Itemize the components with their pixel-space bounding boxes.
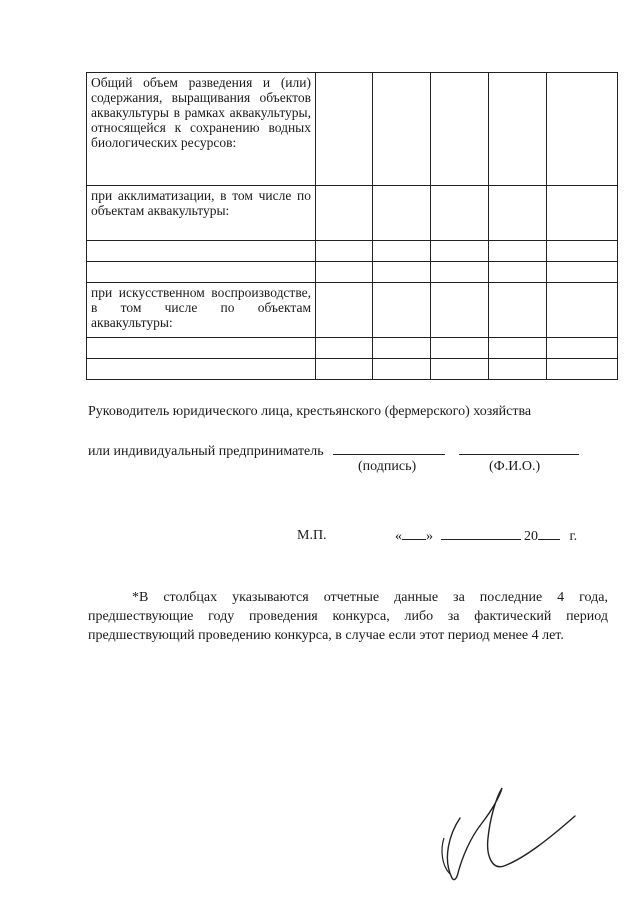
name-field-line bbox=[459, 442, 579, 455]
handwritten-signature bbox=[430, 778, 580, 892]
table-cell bbox=[316, 262, 373, 283]
row-label bbox=[87, 262, 316, 283]
table-cell bbox=[431, 241, 489, 262]
table-cell bbox=[431, 262, 489, 283]
date-field bbox=[395, 528, 577, 545]
stamp-place-label: М.П. bbox=[297, 528, 327, 543]
table-cell bbox=[373, 186, 431, 241]
entrepreneur-label: или индивидуальный предприниматель bbox=[88, 444, 324, 459]
year-prefix: 20 bbox=[524, 529, 538, 544]
footnote: *В столбцах указываются отчетные данные за последние 4 года, предшествующие году проведения конкурса, либо за фактический период предшествующий проведению конкурса, в случае если этот период менее 4 лет. bbox=[88, 590, 608, 643]
table-cell bbox=[431, 359, 489, 380]
table-cell bbox=[431, 283, 489, 338]
table-cell bbox=[373, 359, 431, 380]
table-cell bbox=[489, 338, 547, 359]
table-cell bbox=[489, 241, 547, 262]
table-cell bbox=[316, 73, 373, 186]
entrepreneur-line bbox=[88, 442, 579, 460]
month-field-line bbox=[441, 528, 521, 540]
table-cell bbox=[373, 283, 431, 338]
table-cell bbox=[316, 186, 373, 241]
head-title-line: Руководитель юридического лица, крестьянского (фермерского) хозяйства bbox=[88, 404, 532, 419]
table-row bbox=[87, 338, 618, 359]
row-label: при искусственном воспроизводстве, в том числе по объектам аквакультуры: bbox=[87, 283, 316, 338]
year-suffix: г. bbox=[569, 529, 578, 544]
table-cell bbox=[373, 262, 431, 283]
table-cell bbox=[316, 359, 373, 380]
signature-caption: (подпись) bbox=[358, 459, 417, 474]
row-label bbox=[87, 241, 316, 262]
name-caption: (Ф.И.О.) bbox=[489, 459, 541, 474]
table-row bbox=[87, 359, 618, 380]
row-label: Общий объем разведения и (или) содержания, выращивания объектов аквакультуры в рамках аквакультуры, относящейся к сохранению водных биологических ресурсов: bbox=[87, 73, 316, 186]
table-cell bbox=[431, 73, 489, 186]
table-cell bbox=[547, 262, 618, 283]
table-cell bbox=[373, 73, 431, 186]
table-row bbox=[87, 186, 618, 241]
table-cell bbox=[431, 186, 489, 241]
table-cell bbox=[547, 338, 618, 359]
day-field-line bbox=[402, 528, 426, 540]
table-cell bbox=[489, 73, 547, 186]
table-cell bbox=[316, 241, 373, 262]
table-row bbox=[87, 262, 618, 283]
table-cell bbox=[489, 186, 547, 241]
table-row bbox=[87, 73, 618, 186]
row-label: при акклиматизации, в том числе по объектам аквакультуры: bbox=[87, 186, 316, 241]
table-cell bbox=[431, 338, 489, 359]
table-cell bbox=[373, 241, 431, 262]
year-field-line bbox=[538, 528, 560, 540]
table-cell bbox=[547, 359, 618, 380]
table-row bbox=[87, 241, 618, 262]
date-close-quote: » bbox=[426, 529, 433, 544]
table-cell bbox=[373, 338, 431, 359]
row-label bbox=[87, 359, 316, 380]
signature-field-line bbox=[333, 442, 445, 455]
table-cell bbox=[547, 283, 618, 338]
row-label bbox=[87, 338, 316, 359]
date-open-quote: « bbox=[395, 529, 402, 544]
table-row bbox=[87, 283, 618, 338]
table-cell bbox=[489, 262, 547, 283]
table-cell bbox=[489, 283, 547, 338]
table-cell bbox=[547, 73, 618, 186]
table-cell bbox=[489, 359, 547, 380]
table-cell bbox=[316, 338, 373, 359]
table-cell bbox=[547, 186, 618, 241]
aquaculture-volume-table bbox=[86, 72, 618, 380]
table-cell bbox=[316, 283, 373, 338]
table-cell bbox=[547, 241, 618, 262]
